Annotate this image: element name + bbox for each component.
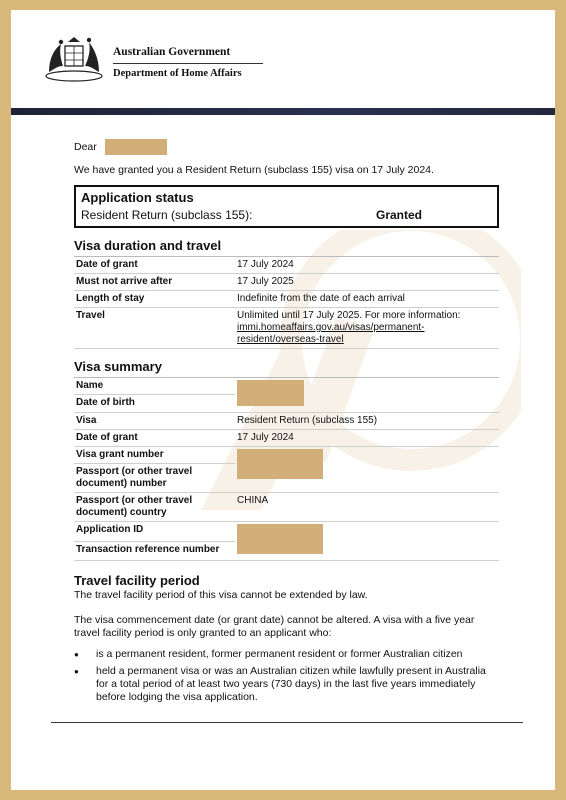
salutation-text: Dear: [74, 141, 97, 153]
visa-summary-title: Visa summary: [74, 359, 499, 378]
coat-of-arms-icon: [41, 32, 107, 84]
travel-facility-line2: The visa commencement date (or grant date) cannot be altered. A visa with a five year travel facility period is only granted to an applicant who:: [74, 614, 475, 639]
row-key: Date of grant: [74, 430, 235, 447]
row-key: Name: [74, 378, 235, 395]
table-row: [74, 257, 499, 274]
visa-duration-table: [74, 257, 499, 349]
redacted-name: [105, 139, 167, 155]
visa-summary-table: [74, 378, 499, 561]
status-title: Application status: [81, 190, 194, 205]
row-key: Must not arrive after: [74, 274, 235, 291]
redacted-application-ids: [237, 524, 323, 554]
table-row: [74, 413, 499, 430]
row-value: 17 July 2024: [235, 430, 499, 447]
table-row: [74, 430, 499, 447]
row-value: [235, 522, 499, 561]
row-key: Date of grant: [74, 257, 235, 274]
header-band: [11, 108, 555, 115]
application-status-box: [74, 185, 499, 228]
table-row: [74, 493, 499, 522]
status-value: Granted: [375, 208, 422, 222]
travel-info-link[interactable]: immi.homeaffairs.gov.au/visas/permanent-resident/overseas-travel: [237, 322, 425, 345]
table-row: [74, 447, 499, 464]
letter-body: [74, 138, 499, 708]
row-value: [235, 447, 499, 493]
department-title: Department of Home Affairs: [113, 68, 242, 79]
status-row: [81, 208, 492, 222]
row-value: CHINA: [235, 493, 499, 522]
table-row: [74, 274, 499, 291]
travel-facility-line1: The travel facility period of this visa cannot be extended by law.: [74, 589, 368, 601]
redacted-name-dob: [237, 380, 304, 406]
footer-divider: [51, 722, 523, 723]
row-key: Passport (or other travel document) number: [74, 464, 235, 493]
table-row: [74, 378, 499, 395]
row-key: Application ID: [74, 522, 235, 542]
list-item: ● is a permanent resident, former permanent resident or former Australian citizen: [74, 648, 499, 661]
row-key: Visa: [74, 413, 235, 430]
travel-text: Unlimited until 17 July 2025. For more information:: [237, 310, 461, 321]
letter-page: [11, 10, 555, 790]
row-key: Travel: [74, 308, 235, 349]
government-title: Australian Government: [113, 46, 263, 64]
visa-duration-title: Visa duration and travel: [74, 238, 499, 257]
row-value: 17 July 2024: [235, 257, 499, 274]
row-key: Transaction reference number: [74, 541, 235, 561]
row-value: Indefinite from the date of each arrival: [235, 291, 499, 308]
travel-facility-title: Travel facility period: [74, 573, 200, 588]
table-row: [74, 308, 499, 349]
row-key: Passport (or other travel document) country: [74, 493, 235, 522]
eligibility-list: [74, 648, 499, 704]
row-value: [235, 308, 499, 349]
status-label: Resident Return (subclass 155):: [81, 208, 253, 222]
row-key: Date of birth: [74, 395, 235, 413]
redacted-grant-passport: [237, 449, 323, 479]
table-row: [74, 522, 499, 542]
row-value: Resident Return (subclass 155): [235, 413, 499, 430]
row-key: Length of stay: [74, 291, 235, 308]
row-value: 17 July 2025: [235, 274, 499, 291]
row-key: Visa grant number: [74, 447, 235, 464]
row-value: [235, 378, 499, 413]
salutation: [74, 138, 499, 156]
list-item: ● held a permanent visa or was an Australian citizen while lawfully present in Australia for a total period of at least two years (730 days) in the last five years immediately before lodging the visa application.: [74, 665, 499, 704]
table-row: [74, 291, 499, 308]
agency-name: [113, 46, 263, 79]
intro-text: We have granted you a Resident Return (subclass 155) visa on 17 July 2024.: [74, 164, 434, 176]
